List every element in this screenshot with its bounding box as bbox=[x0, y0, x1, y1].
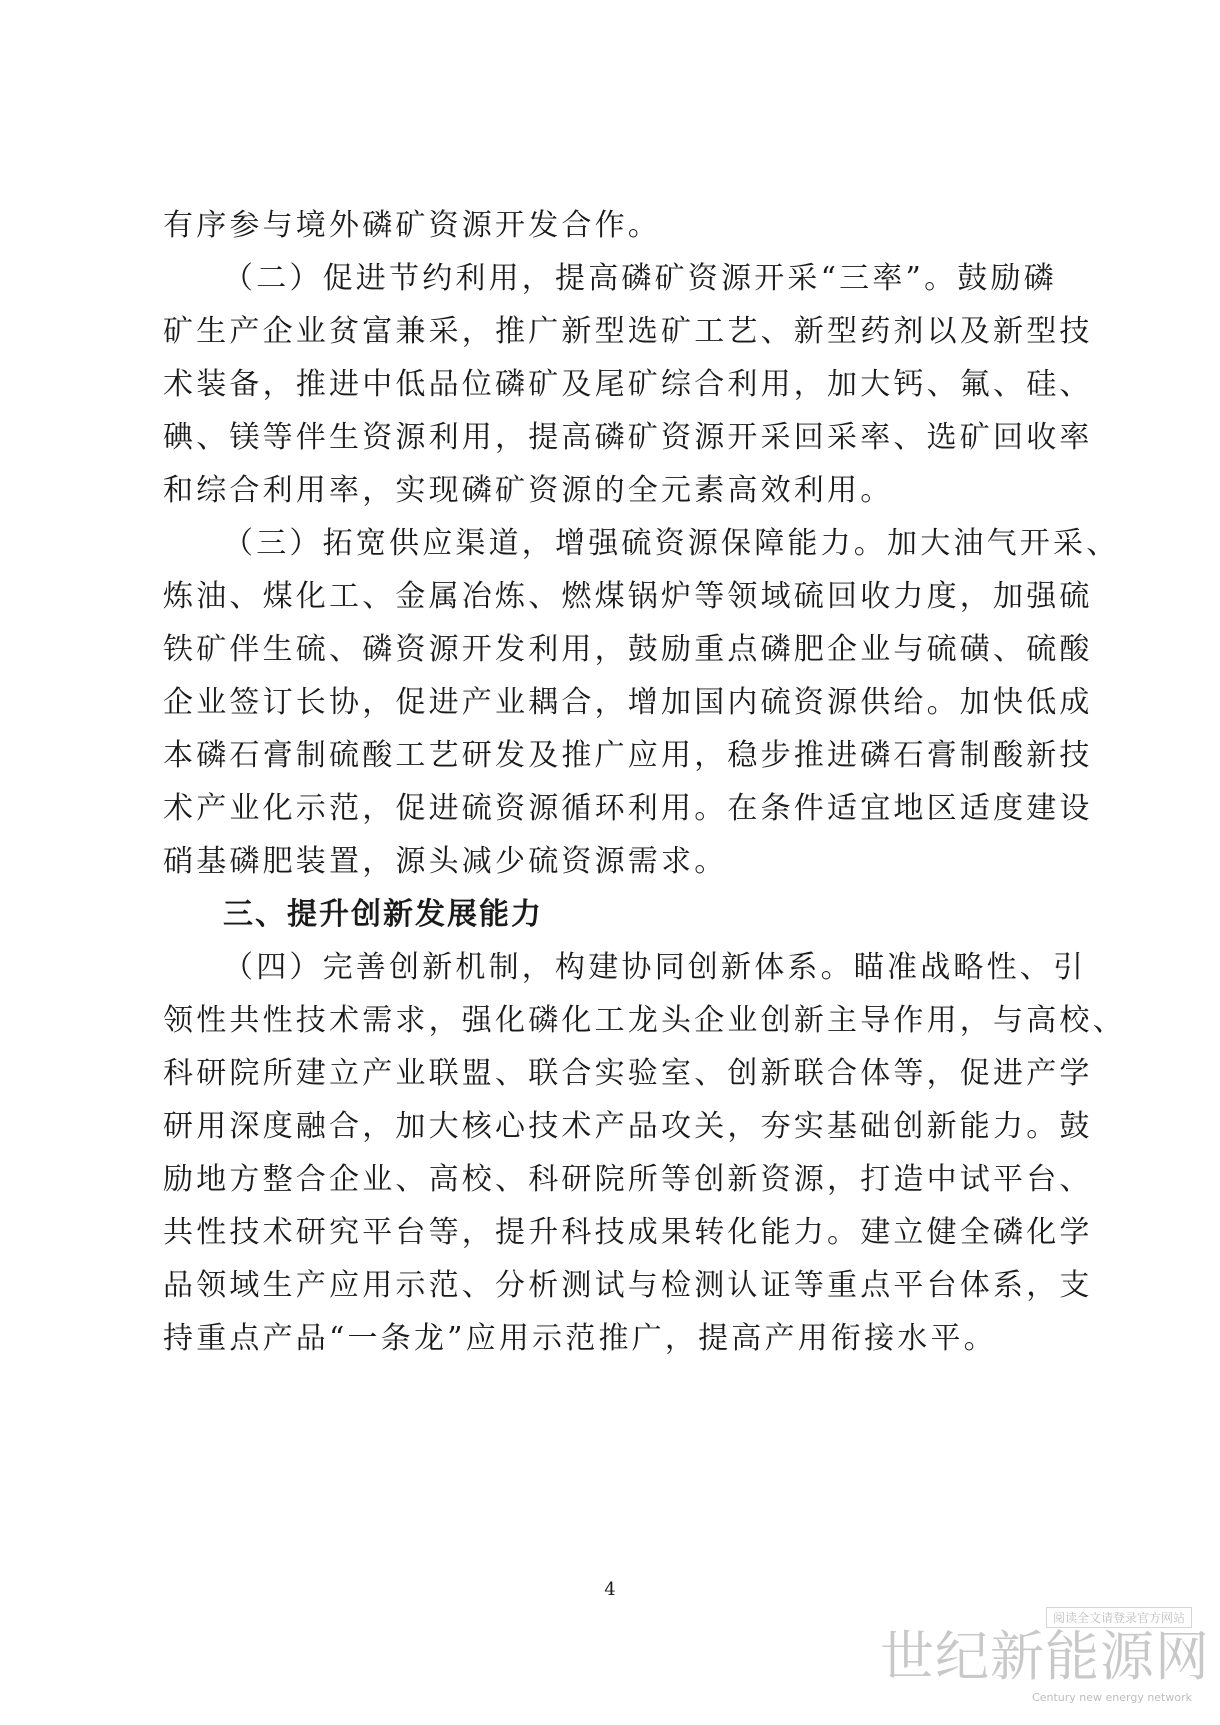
text-line: 矿生产企业贫富兼采，推广新型选矿工艺、新型药剂以及新型技 bbox=[163, 314, 1093, 349]
text-line: 铁矿伴生硫、磷资源开发利用，鼓励重点磷肥企业与硫磺、硫酸 bbox=[163, 632, 1093, 667]
text-line: 和综合利用率，实现磷矿资源的全元素高效利用。 bbox=[163, 473, 894, 508]
paragraph-3-start: （三）拓宽供应渠道，增强硫资源保障能力。加大油气开采、 bbox=[223, 526, 1120, 561]
text-line: 领性共性技术需求，强化磷化工龙头企业创新主导作用，与高校、 bbox=[163, 1003, 1126, 1038]
paragraph-4-start: （四）完善创新机制，构建协同创新体系。瞄准战略性、引 bbox=[223, 950, 1087, 985]
page-number: 4 bbox=[604, 1579, 616, 1600]
watermark-top-text: 阅读全文请登录官方网站 bbox=[1046, 1607, 1192, 1628]
text-line: 有序参与境外磷矿资源开发合作。 bbox=[163, 208, 661, 243]
watermark bbox=[880, 1607, 1210, 1717]
text-line: 企业签订长协，促进产业耦合，增加国内硫资源供给。加快低成 bbox=[163, 685, 1093, 720]
text-line: 共性技术研究平台等，提升科技成果转化能力。建立健全磷化学 bbox=[163, 1215, 1093, 1250]
text-line: 励地方整合企业、高校、科研院所等创新资源，打造中试平台、 bbox=[163, 1162, 1093, 1197]
text-line: 研用深度融合，加大核心技术产品攻关，夯实基础创新能力。鼓 bbox=[163, 1109, 1093, 1144]
text-line: 本磷石膏制硫酸工艺研发及推广应用，稳步推进磷石膏制酸新技 bbox=[163, 738, 1093, 773]
text-line: 术产业化示范，促进硫资源循环利用。在条件适宜地区适度建设 bbox=[163, 791, 1093, 826]
section-heading: 三、提升创新发展能力 bbox=[223, 897, 543, 932]
text-line: 碘、镁等伴生资源利用，提高磷矿资源开采回采率、选矿回收率 bbox=[163, 420, 1093, 455]
text-line: 炼油、煤化工、金属冶炼、燃煤锅炉等领域硫回收力度，加强硫 bbox=[163, 579, 1093, 614]
paragraph-2-start: （二）促进节约利用，提高磷矿资源开采“三率”。鼓励磷 bbox=[223, 261, 1057, 296]
text-line: 品领域生产应用示范、分析测试与检测认证等重点平台体系，支 bbox=[163, 1268, 1093, 1303]
text-line: 术装备，推进中低品位磷矿及尾矿综合利用，加大钙、氟、硅、 bbox=[163, 367, 1093, 402]
text-line: 持重点产品“一条龙”应用示范推广，提高产用衔接水平。 bbox=[163, 1321, 997, 1356]
text-line: 科研院所建立产业联盟、联合实验室、创新联合体等，促进产学 bbox=[163, 1056, 1093, 1091]
watermark-sub-text: Century new energy network bbox=[1032, 1691, 1192, 1704]
watermark-main-text: 世纪新能源网 bbox=[880, 1625, 1210, 1688]
text-line: 硝基磷肥装置，源头减少硫资源需求。 bbox=[163, 844, 728, 879]
